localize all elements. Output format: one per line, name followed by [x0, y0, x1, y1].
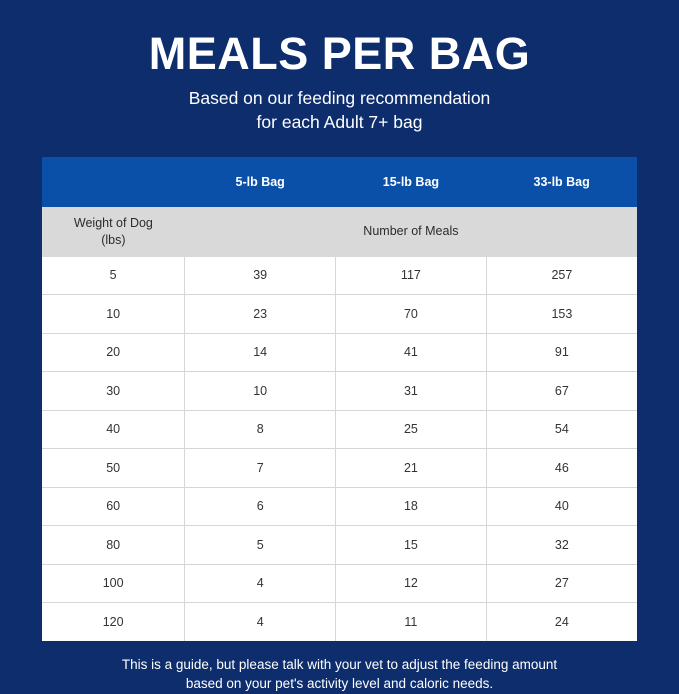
- cell-meals-5lb: 7: [185, 449, 336, 488]
- cell-meals-5lb: 5: [185, 526, 336, 565]
- header-cell-bag-15lb: 15-lb Bag: [336, 157, 487, 207]
- table-subheader-row: [42, 207, 637, 257]
- cell-meals-33lb: 32: [486, 526, 637, 565]
- cell-meals-5lb: 8: [185, 410, 336, 449]
- cell-weight: 50: [42, 449, 185, 488]
- table-row: [42, 564, 637, 603]
- footnote-line-2: based on your pet's activity level and caloric needs.: [185, 676, 494, 692]
- subtitle-line-1: Based on our feeding recommendation: [188, 88, 491, 109]
- page-title: MEALS PER BAG: [148, 28, 531, 79]
- cell-meals-5lb: 4: [185, 564, 336, 603]
- header-cell-bag-33lb: 33-lb Bag: [486, 157, 637, 207]
- cell-meals-33lb: 91: [486, 333, 637, 372]
- table-row: [42, 603, 637, 641]
- footnote: [40, 655, 640, 694]
- cell-meals-33lb: 257: [486, 257, 637, 295]
- subheader-weight-line-1: Weight of Dog: [73, 216, 153, 231]
- cell-meals-5lb: 4: [185, 603, 336, 641]
- table-row: [42, 333, 637, 372]
- meals-table-container: [42, 157, 637, 641]
- cell-meals-15lb: 41: [336, 333, 487, 372]
- cell-meals-5lb: 23: [185, 295, 336, 334]
- table-row: [42, 257, 637, 295]
- cell-meals-33lb: 54: [486, 410, 637, 449]
- table-subheader: [42, 207, 637, 257]
- table-row: [42, 487, 637, 526]
- cell-meals-33lb: 24: [486, 603, 637, 641]
- cell-meals-15lb: 25: [336, 410, 487, 449]
- cell-meals-15lb: 21: [336, 449, 487, 488]
- cell-meals-33lb: 153: [486, 295, 637, 334]
- cell-weight: 80: [42, 526, 185, 565]
- cell-meals-33lb: 67: [486, 372, 637, 411]
- table-row: [42, 295, 637, 334]
- table-header-row-bags: [42, 157, 637, 207]
- cell-weight: 20: [42, 333, 185, 372]
- table-row: [42, 372, 637, 411]
- subheader-cell-meals: Number of Meals: [185, 207, 637, 257]
- cell-weight: 10: [42, 295, 185, 334]
- subtitle: [189, 87, 491, 134]
- table-row: [42, 526, 637, 565]
- cell-meals-5lb: 14: [185, 333, 336, 372]
- cell-weight: 100: [42, 564, 185, 603]
- cell-weight: 60: [42, 487, 185, 526]
- cell-meals-15lb: 12: [336, 564, 487, 603]
- cell-meals-15lb: 18: [336, 487, 487, 526]
- subheader-weight-line-2: (lbs): [101, 232, 126, 247]
- cell-weight: 5: [42, 257, 185, 295]
- meals-table: [42, 157, 637, 641]
- cell-meals-5lb: 10: [185, 372, 336, 411]
- cell-meals-15lb: 117: [336, 257, 487, 295]
- cell-meals-15lb: 15: [336, 526, 487, 565]
- cell-meals-33lb: 46: [486, 449, 637, 488]
- table-body: [42, 257, 637, 641]
- header-cell-blank: [42, 157, 185, 207]
- table-row: [42, 410, 637, 449]
- cell-weight: 120: [42, 603, 185, 641]
- cell-meals-5lb: 39: [185, 257, 336, 295]
- header-cell-bag-5lb: 5-lb Bag: [185, 157, 336, 207]
- cell-meals-33lb: 27: [486, 564, 637, 603]
- footnote-line-1: This is a guide, but please talk with your vet to adjust the feeding amount: [121, 656, 558, 672]
- subheader-cell-weight: [42, 207, 185, 257]
- cell-meals-5lb: 6: [185, 487, 336, 526]
- cell-meals-33lb: 40: [486, 487, 637, 526]
- cell-meals-15lb: 11: [336, 603, 487, 641]
- subtitle-line-2: for each Adult 7+ bag: [256, 111, 423, 132]
- table-row: [42, 449, 637, 488]
- cell-weight: 30: [42, 372, 185, 411]
- cell-meals-15lb: 31: [336, 372, 487, 411]
- cell-meals-15lb: 70: [336, 295, 487, 334]
- cell-weight: 40: [42, 410, 185, 449]
